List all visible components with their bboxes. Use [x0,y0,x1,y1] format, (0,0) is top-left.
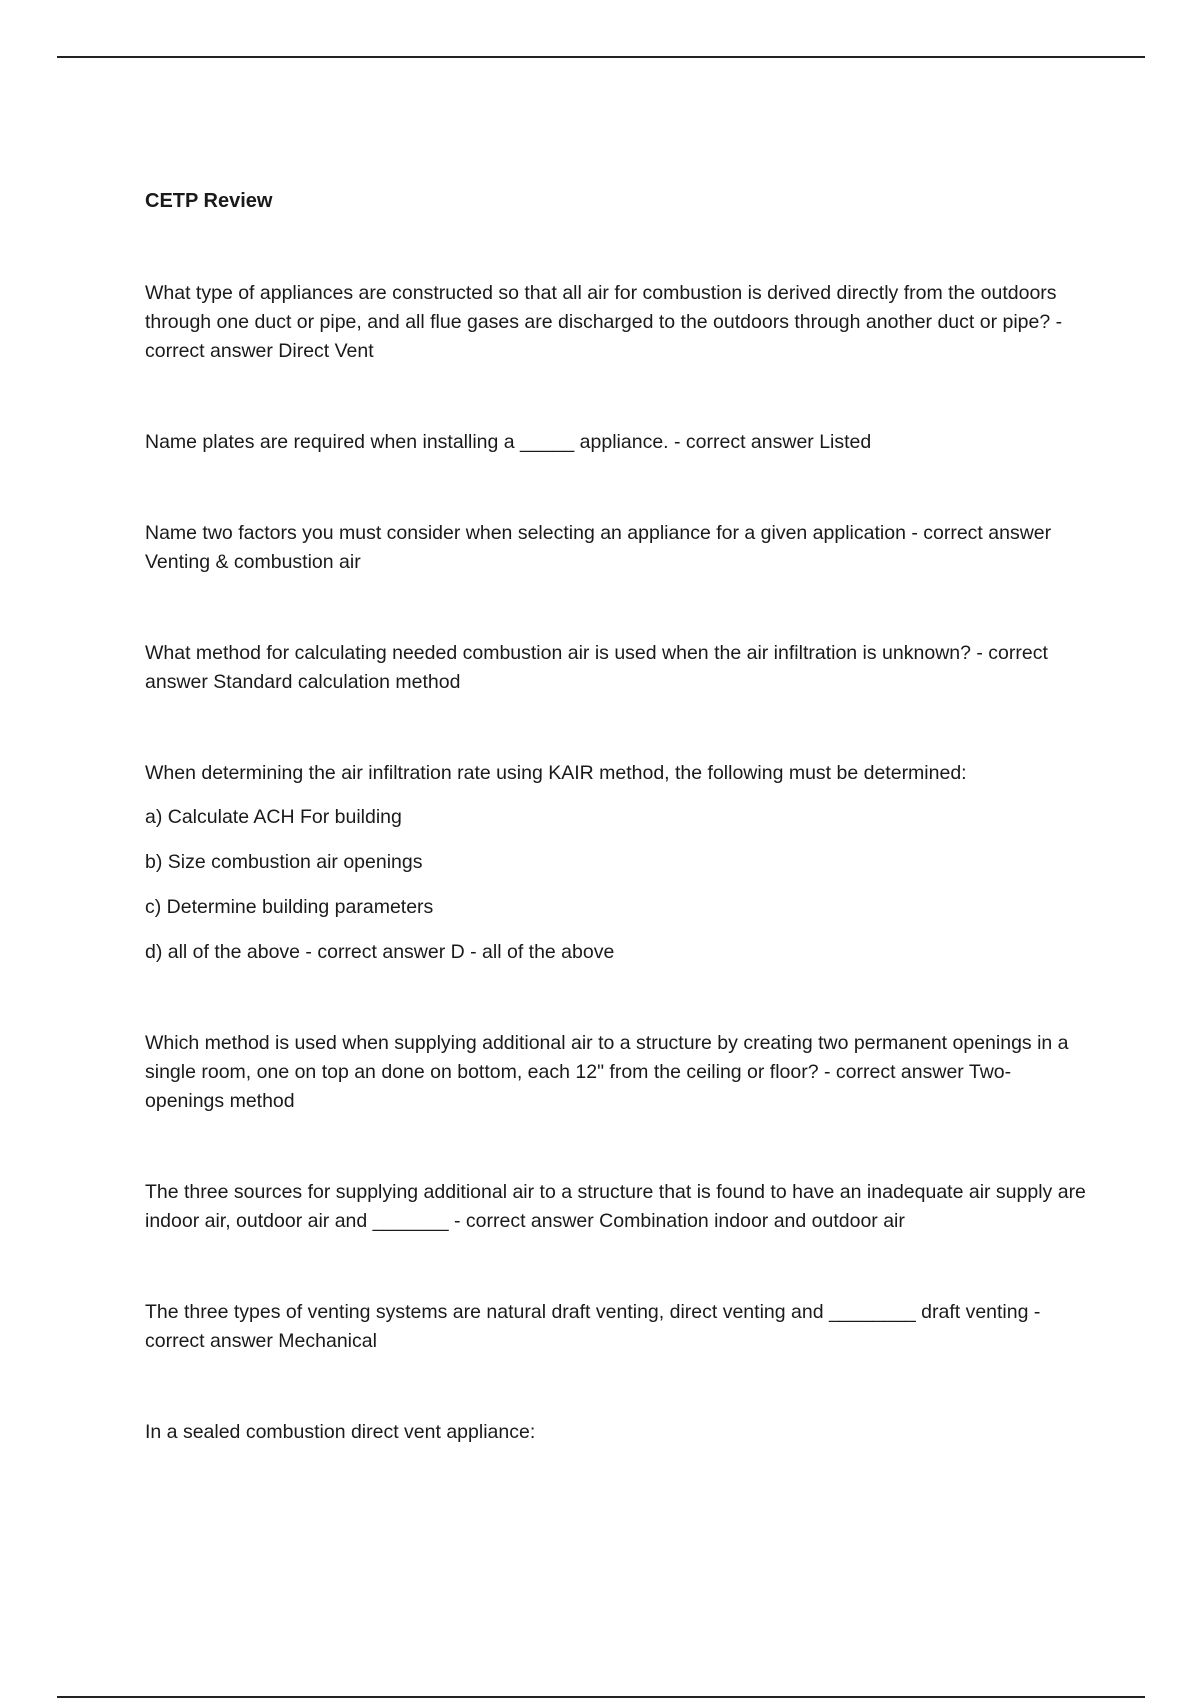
qa-item-1: What type of appliances are constructed so that all air for combustion is derived directly from the outdoors through one duct or pipe, and all flue gases are discharged to the outdoors through another duct or pipe? - correct answer Direct Vent [145,282,1063,362]
bottom-rule [57,1696,1145,1698]
qa-item-7: The three sources for supplying additional air to a structure that is found to have an inadequate air supply are indoor air, outdoor air and _______ - correct answer Combination indoor and outdoor air [145,1181,1086,1232]
document-title: CETP Review [145,190,273,212]
qa-item-8: The three types of venting systems are natural draft venting, direct venting and ________ draft venting - correct answer Mechanical [145,1301,1041,1352]
qa-item-5-option-b: b) Size combustion air openings [145,851,423,873]
qa-item-9: In a sealed combustion direct vent appliance: [145,1421,536,1443]
qa-item-2: Name plates are required when installing a _____ appliance. - correct answer Listed [145,431,872,453]
qa-item-5-option-d: d) all of the above - correct answer D - all of the above [145,941,615,963]
top-rule [57,56,1145,58]
document-body [145,190,1090,1447]
qa-item-5-option-a: a) Calculate ACH For building [145,806,402,828]
qa-item-3: Name two factors you must consider when selecting an appliance for a given application - correct answer Venting & combustion air [145,522,1052,573]
qa-item-4: What method for calculating needed combustion air is used when the air infiltration is unknown? - correct answer Standard calculation method [145,642,1048,693]
qa-item-6: Which method is used when supplying additional air to a structure by creating two permanent openings in a single room, one on top an done on bottom, each 12" from the ceiling or floor? - correct answer Two-openings method [145,1032,1069,1112]
qa-item-5: When determining the air infiltration rate using KAIR method, the following must be determined: [145,762,967,784]
qa-item-5-option-c: c) Determine building parameters [145,896,434,918]
